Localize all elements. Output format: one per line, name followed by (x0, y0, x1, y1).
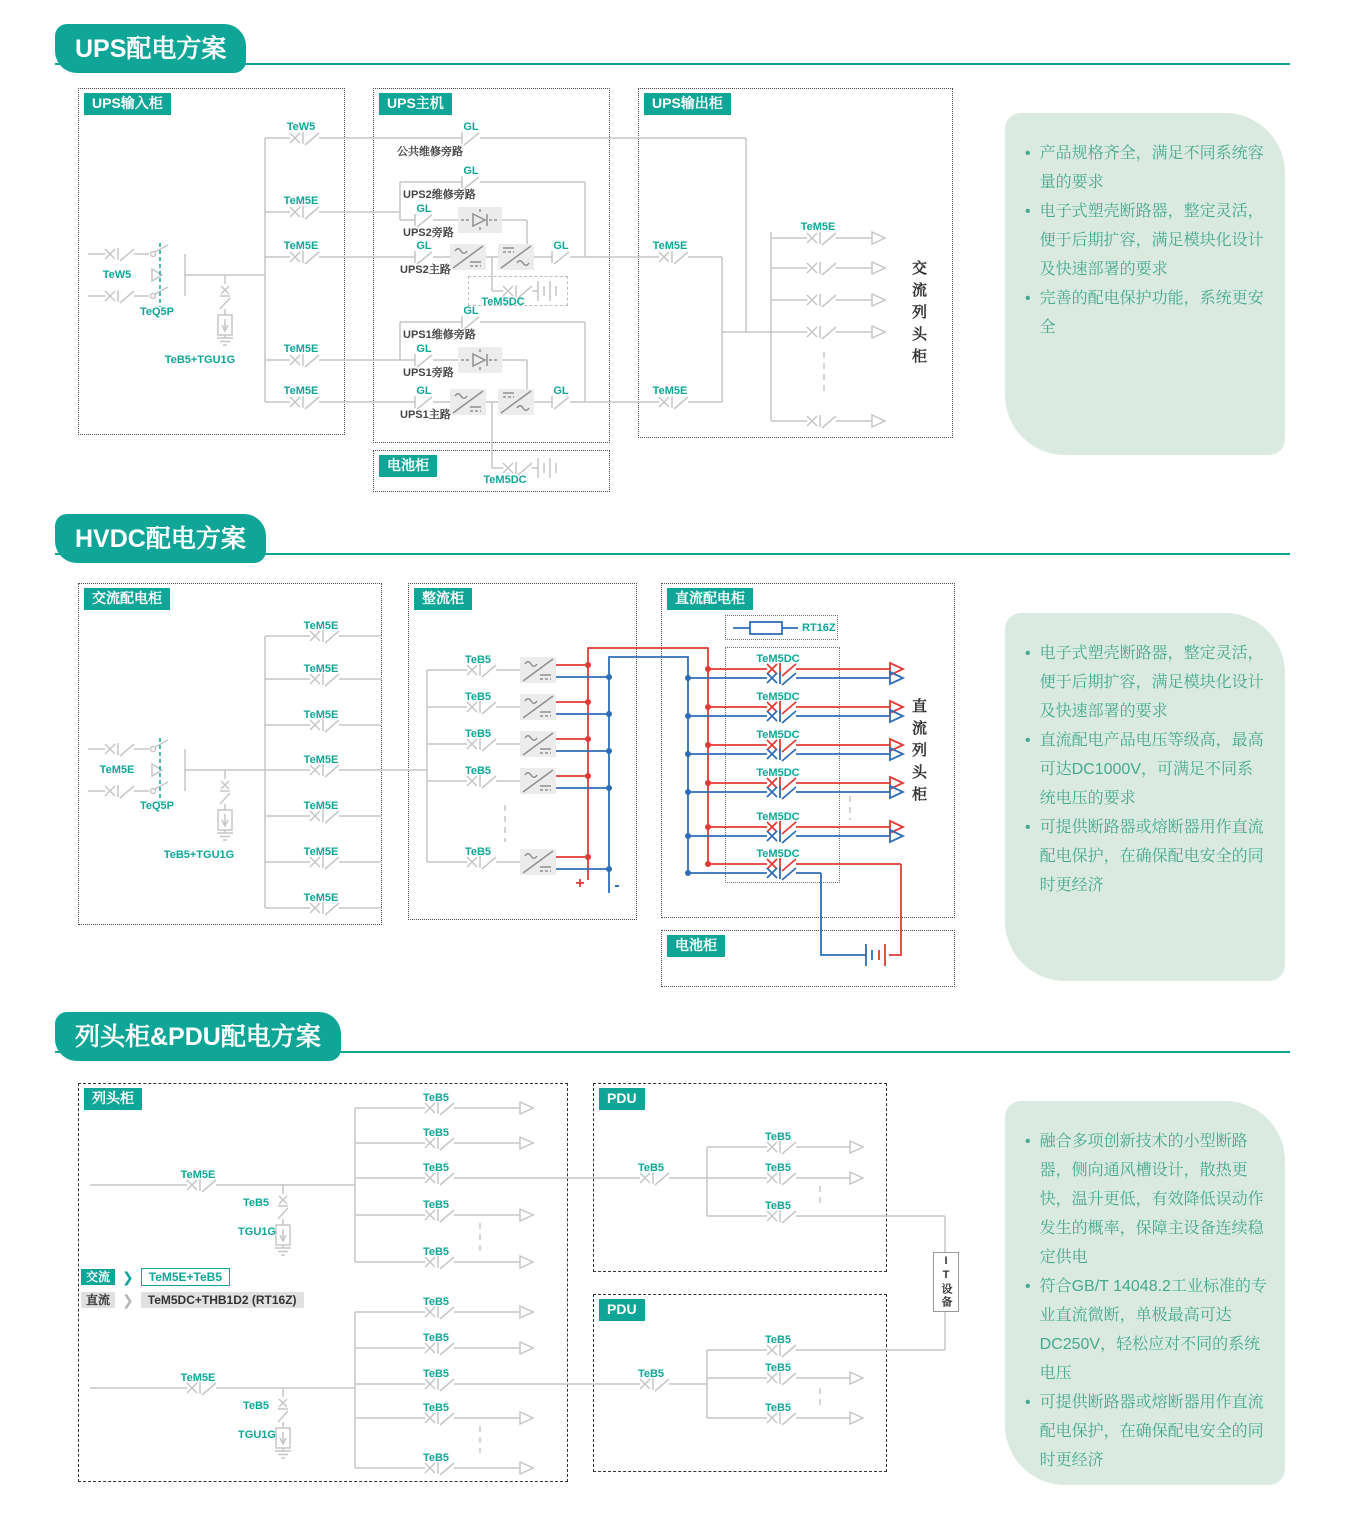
dc-minus-label: - (614, 877, 620, 894)
cabinet-label: 电池柜 (379, 455, 437, 477)
benefit-text: 电子式塑壳断路器，整定灵活，便于后期扩容，满足模块化设计及快速部署的要求 (1039, 645, 1264, 720)
device-label: TeB5 (242, 1400, 270, 1412)
device-label: TeB5 (464, 654, 492, 666)
bullet-icon: • (1025, 203, 1031, 220)
device-label: TeM5DC (756, 767, 800, 779)
device-label: TeB5 (422, 1162, 450, 1174)
device-label: TeM5E (303, 754, 339, 766)
legend-row-dc (81, 1291, 304, 1309)
section-title-ups: UPS配电方案 (55, 24, 246, 73)
dc-row-head-load-label: 直流列头柜 (910, 698, 927, 808)
bullet-icon: • (1025, 1278, 1031, 1295)
device-label: TeM5E (652, 385, 688, 397)
device-label: GL (416, 240, 432, 252)
dc-combo: TeM5DC+THB1D2 (RT16Z) (141, 1292, 304, 1308)
bullet-icon: • (1025, 819, 1031, 836)
device-label: TeB5 (422, 1296, 450, 1308)
bullet-icon: • (1025, 732, 1031, 749)
cabinet-label: 列头柜 (84, 1088, 142, 1110)
device-label: TeM5E (283, 385, 319, 397)
section-title-hvdc: HVDC配电方案 (55, 514, 266, 563)
benefit-item (1025, 1127, 1267, 1272)
device-label: TeB5+TGU1G (163, 849, 235, 861)
benefit-item (1025, 1388, 1267, 1475)
benefit-item (1025, 1272, 1267, 1388)
chevron-right-icon: ❯ (122, 1269, 134, 1285)
device-label: TeM5E (283, 195, 319, 207)
path-label: UPS1旁路 (403, 367, 454, 379)
dc-plus-label: + (575, 875, 585, 892)
device-label: TeB5 (764, 1334, 792, 1346)
device-label: TeM5E (303, 663, 339, 675)
device-label: TeW5 (286, 121, 316, 133)
device-label: TeB5 (242, 1197, 270, 1209)
device-label: TeB5 (422, 1127, 450, 1139)
bullet-icon: • (1025, 645, 1031, 662)
device-label: TeB5 (764, 1200, 792, 1212)
device-label: TeB5 (464, 691, 492, 703)
device-label: RT16Z (802, 622, 836, 634)
device-label: TeM5DC (756, 691, 800, 703)
cabinet-label: 整流柜 (414, 588, 472, 610)
device-label: GL (463, 121, 479, 133)
benefit-text: 完善的配电保护功能，系统更安全 (1039, 290, 1264, 336)
benefit-item (1025, 726, 1267, 813)
path-label: 公共维修旁路 (397, 146, 463, 158)
device-label: TeM5DC (756, 729, 800, 741)
device-label: TeM5DC (756, 653, 800, 665)
device-label: GL (463, 165, 479, 177)
legend-row-ac (81, 1268, 304, 1286)
device-label: TeB5 (464, 728, 492, 740)
device-label: TeM5E (303, 620, 339, 632)
section-title-row-pdu: 列头柜&PDU配电方案 (55, 1012, 341, 1061)
device-label: TGU1G (238, 1226, 276, 1238)
row-pdu-benefits-panel (1005, 1101, 1285, 1485)
device-label: TeB5 (764, 1362, 792, 1374)
device-label: TeB5 (464, 765, 492, 777)
device-label: TeM5E (303, 846, 339, 858)
cabinet-label: UPS主机 (379, 93, 452, 115)
pdu-box-2 (593, 1294, 887, 1472)
device-label: TeM5DC (756, 848, 800, 860)
device-label: TeM5E (283, 343, 319, 355)
device-label: TeB5 (637, 1368, 665, 1380)
device-label: TeW5 (102, 269, 132, 281)
benefit-item (1025, 813, 1267, 900)
device-label: TGU1G (238, 1429, 276, 1441)
path-label: UPS2主路 (400, 264, 451, 276)
device-label: TeM5E (303, 709, 339, 721)
device-label: TeM5E (283, 240, 319, 252)
device-label: TeB5 (422, 1452, 450, 1464)
hvdc-battery-cabinet-box (661, 930, 955, 987)
device-label: GL (416, 385, 432, 397)
device-label: TeM5E (303, 892, 339, 904)
device-label: TeB5 (422, 1199, 450, 1211)
benefit-item (1025, 139, 1267, 197)
device-label: TeQ5P (139, 306, 175, 318)
benefit-text: 可提供断路器或熔断器用作直流配电保护，在确保配电安全的同时更经济 (1039, 819, 1264, 894)
benefit-item (1025, 284, 1267, 342)
benefit-text: 符合GB/T 14048.2工业标准的专业直流微断，单极最高可达DC250V，轻松应对不同的系统电压 (1039, 1278, 1267, 1382)
device-label: TeB5+TGU1G (164, 354, 236, 366)
device-label: GL (416, 203, 432, 215)
device-label: TeB5 (637, 1162, 665, 1174)
breaker-legend (81, 1268, 304, 1309)
device-label: TeM5E (652, 240, 688, 252)
benefit-text: 直流配电产品电压等级高，最高可达DC1000V，可满足不同系统电压的要求 (1039, 732, 1264, 807)
device-label: TeB5 (764, 1402, 792, 1414)
cabinet-label: 直流配电柜 (667, 588, 753, 610)
device-label: TeM5E (303, 800, 339, 812)
device-label: TeB5 (422, 1332, 450, 1344)
cabinet-label: UPS输出柜 (644, 93, 731, 115)
dc-tag: 直流 (81, 1292, 115, 1308)
device-label: TeB5 (422, 1246, 450, 1258)
device-label: TeB5 (764, 1162, 792, 1174)
device-label: GL (553, 385, 569, 397)
benefit-item (1025, 639, 1267, 726)
device-label: TeM5E (180, 1372, 216, 1384)
chevron-right-icon: ❯ (122, 1292, 134, 1308)
hvdc-benefits-panel (1005, 613, 1285, 981)
device-label: TeM5DC (483, 474, 527, 486)
device-label: TeB5 (422, 1368, 450, 1380)
device-label: TeB5 (422, 1402, 450, 1414)
ac-tag: 交流 (81, 1269, 115, 1285)
cabinet-label: PDU (599, 1299, 645, 1321)
it-equipment-box: IT设备 (933, 1252, 959, 1312)
cabinet-label: 交流配电柜 (84, 588, 170, 610)
benefit-item (1025, 197, 1267, 284)
device-label: TeM5DC (481, 296, 525, 308)
device-label: TeB5 (764, 1131, 792, 1143)
ac-row-head-load-label: 交流列头柜 (910, 260, 927, 370)
device-label: TeM5E (800, 221, 836, 233)
cabinet-label: 电池柜 (667, 935, 725, 957)
device-label: TeQ5P (139, 800, 175, 812)
device-label: TeB5 (422, 1092, 450, 1104)
benefit-text: 可提供断路器或熔断器用作直流配电保护，在确保配电安全的同时更经济 (1039, 1394, 1264, 1469)
hvdc-rectifier-cabinet-box (408, 583, 637, 920)
pdu-box-1 (593, 1083, 887, 1272)
device-label: GL (463, 305, 479, 317)
device-label: TeM5DC (756, 811, 800, 823)
device-label: TeM5E (180, 1169, 216, 1181)
device-label: GL (416, 343, 432, 355)
device-label: GL (553, 240, 569, 252)
bullet-icon: • (1025, 1133, 1031, 1150)
bullet-icon: • (1025, 145, 1031, 162)
bullet-icon: • (1025, 1394, 1031, 1411)
device-label: TeB5 (464, 846, 492, 858)
ups-input-cabinet-box (78, 88, 345, 435)
path-label: UPS1主路 (400, 409, 451, 421)
path-label: UPS2维修旁路 (403, 189, 476, 201)
bullet-icon: • (1025, 290, 1031, 307)
cabinet-label: PDU (599, 1088, 645, 1110)
ac-combo: TeM5E+TeB5 (141, 1268, 230, 1286)
path-label: UPS1维修旁路 (403, 329, 476, 341)
ups-benefits-panel (1005, 113, 1285, 455)
path-label: UPS2旁路 (403, 227, 454, 239)
device-label: TeM5E (99, 764, 135, 776)
benefit-text: 电子式塑壳断路器，整定灵活，便于后期扩容，满足模块化设计及快速部署的要求 (1039, 203, 1264, 278)
cabinet-label: UPS输入柜 (84, 93, 171, 115)
benefit-text: 产品规格齐全，满足不同系统容量的要求 (1039, 145, 1264, 191)
benefit-text: 融合多项创新技术的小型断路器，侧向通风槽设计，散热更快，温升更低，有效降低误动作发生的概率，保障主设备连续稳定供电 (1039, 1133, 1264, 1266)
